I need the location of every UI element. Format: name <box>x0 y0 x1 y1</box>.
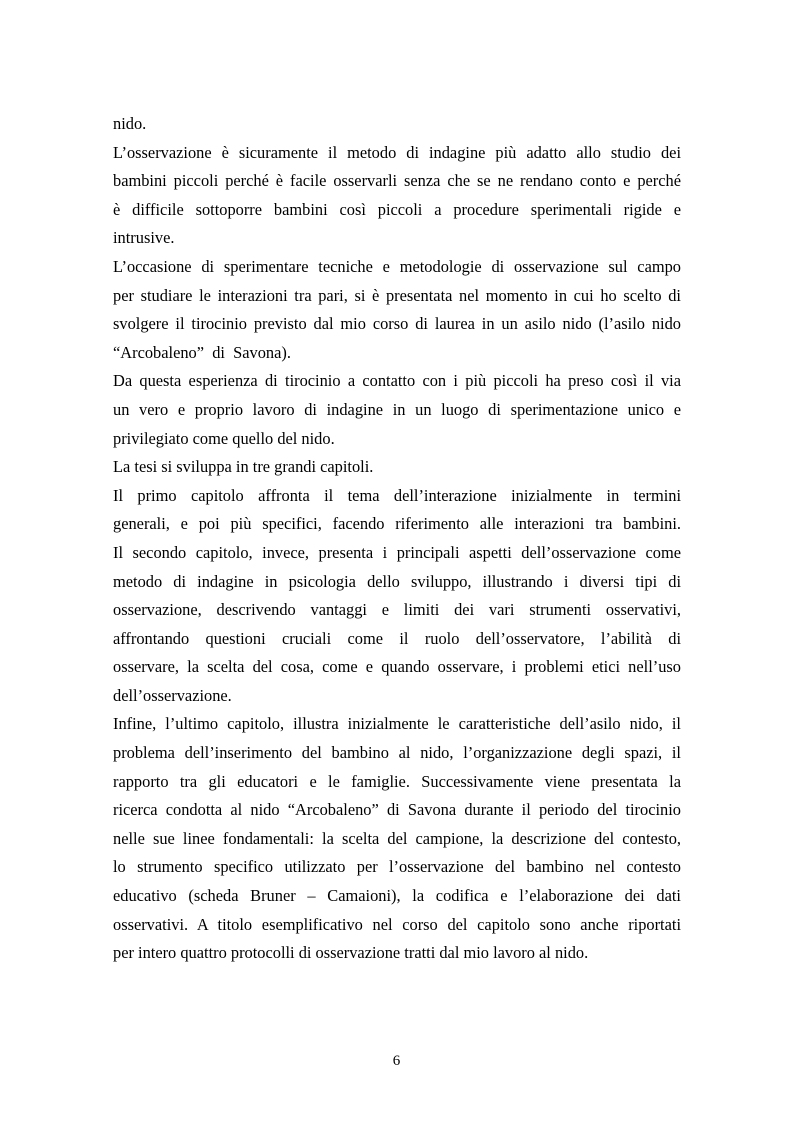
paragraph-observation-method <box>113 139 681 253</box>
text-line: Infine, l’ultimo capitolo, illustra inizialmente le caratteristiche dell’asilo nido, il <box>113 714 681 734</box>
text-line: “Arcobaleno” di Savona). <box>113 342 291 362</box>
text-line: Da questa esperienza di tirocinio a contatto con i più piccoli ha preso così il via <box>113 371 681 391</box>
text-line: generali, e poi più specifici, facendo riferimento alle interazioni tra bambini. <box>113 514 681 534</box>
text-line: intrusive. <box>113 228 175 248</box>
text-line: rapporto tra gli educatori e le famiglie. Successivamente viene presentata la <box>113 771 681 791</box>
text-line: L’osservazione è sicuramente il metodo di indagine più adatto allo studio dei <box>113 142 681 162</box>
text-line: L’occasione di sperimentare tecniche e metodologie di osservazione sul campo <box>113 256 681 276</box>
text-line: osservare, la scelta del cosa, come e quando osservare, i problemi etici nell’uso <box>113 657 681 677</box>
text-line: educativo (scheda Bruner – Camaioni), la codifica e l’elaborazione dei dati <box>113 886 681 906</box>
text-line: nido. <box>113 114 147 133</box>
text-line: svolgere il tirocinio previsto dal mio corso di laurea in un asilo nido (l’asilo nido <box>113 314 681 334</box>
text-line: osservativi. A titolo esemplificativo nel corso del capitolo sono anche riportati <box>113 914 681 934</box>
text-line: dell’osservazione. <box>113 685 232 705</box>
text-line: per studiare le interazioni tra pari, si è presentata nel momento in cui ho scelto di <box>113 285 681 305</box>
text-line: è difficile sottoporre bambini così piccoli a procedure sperimentali rigide e <box>113 199 681 219</box>
text-line: bambini piccoli perché è facile osservarli senza che se ne rendano conto e perché <box>113 171 681 191</box>
paragraph-internship-experience <box>113 367 681 453</box>
text-line: La tesi si sviluppa in tre grandi capitoli. <box>113 457 374 477</box>
text-line: Il primo capitolo affronta il tema dell’interazione inizialmente in termini <box>113 485 681 505</box>
paragraph-chapter-three <box>113 710 681 967</box>
text-line: privilegiato come quello del nido. <box>113 428 335 448</box>
text-line: nelle sue linee fondamentali: la scelta del campione, la descrizione del contesto, <box>113 828 681 848</box>
paragraph-continuation <box>113 110 681 139</box>
text-line: metodo di indagine in psicologia dello sviluppo, illustrando i diversi tipi di <box>113 571 681 591</box>
text-line: affrontando questioni cruciali come il ruolo dell’osservatore, l’abilità di <box>113 628 681 648</box>
paragraph-thesis-structure <box>113 453 681 482</box>
text-line: lo strumento specifico utilizzato per l’osservazione del bambino nel contesto <box>113 857 681 877</box>
page-number: 6 <box>392 1053 401 1069</box>
text-line: Il secondo capitolo, invece, presenta i principali aspetti dell’osservazione come <box>113 542 681 562</box>
text-line: un vero e proprio lavoro di indagine in un luogo di sperimentazione unico e <box>113 399 681 419</box>
text-line: ricerca condotta al nido “Arcobaleno” di Savona durante il periodo del tirocinio <box>113 800 681 820</box>
paragraph-internship-occasion <box>113 253 681 367</box>
document-body <box>113 110 681 968</box>
text-line: osservazione, descrivendo vantaggi e limiti dei vari strumenti osservativi, <box>113 600 681 620</box>
text-line: per intero quattro protocolli di osservazione tratti dal mio lavoro al nido. <box>113 943 589 963</box>
text-line: problema dell’inserimento del bambino al nido, l’organizzazione degli spazi, il <box>113 743 681 763</box>
paragraph-chapters-one-two <box>113 482 681 711</box>
